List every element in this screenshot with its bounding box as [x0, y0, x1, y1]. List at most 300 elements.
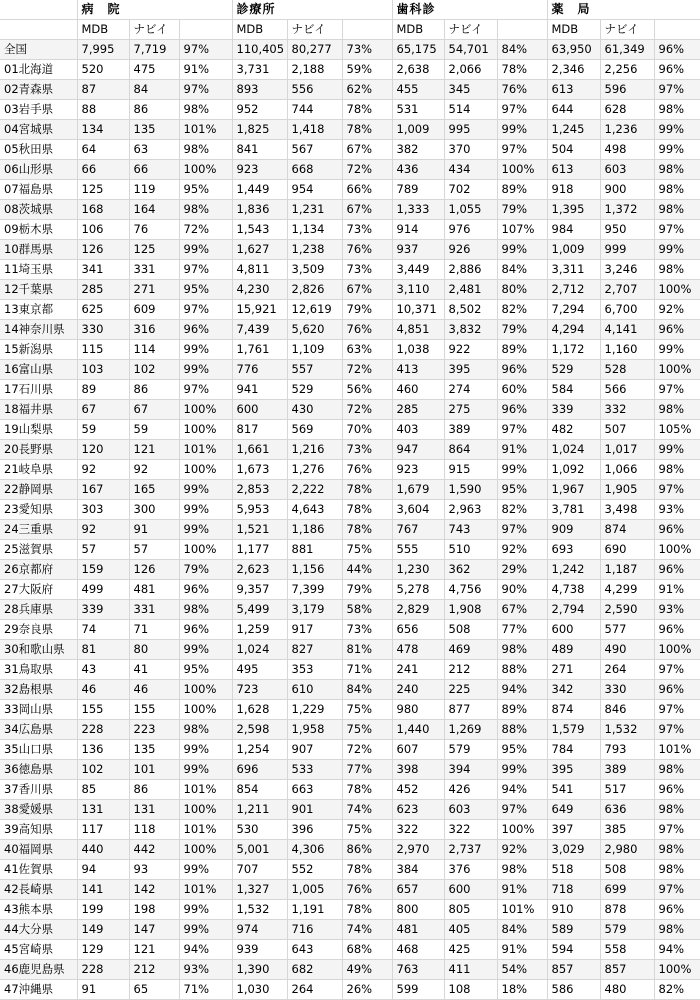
- prefecture-name: 33岡山県: [0, 700, 77, 720]
- navi-count: 533: [287, 760, 342, 780]
- navi-count: 1,418: [287, 120, 342, 140]
- mdb-count: 1,177: [232, 540, 287, 560]
- mdb-count: 4,294: [547, 320, 600, 340]
- table-row: [0, 400, 700, 420]
- coverage-ratio: 76%: [342, 240, 392, 260]
- coverage-ratio: 98%: [654, 760, 700, 780]
- table-row: [0, 100, 700, 120]
- prefecture-name: 34広島県: [0, 720, 77, 740]
- mdb-count: 87: [77, 80, 129, 100]
- coverage-ratio: 73%: [342, 260, 392, 280]
- mdb-count: 5,001: [232, 840, 287, 860]
- coverage-ratio: 76%: [342, 320, 392, 340]
- prefecture-name: 全国: [0, 40, 77, 60]
- coverage-ratio: 76%: [342, 460, 392, 480]
- table-row: [0, 200, 700, 220]
- table-row: [0, 180, 700, 200]
- coverage-ratio: 100%: [654, 360, 700, 380]
- coverage-ratio: 97%: [654, 880, 700, 900]
- group-dental: 歯科診: [392, 0, 547, 20]
- mdb-count: 339: [547, 400, 600, 420]
- prefecture-name: 23愛知県: [0, 500, 77, 520]
- group-clinic: 診療所: [232, 0, 392, 20]
- coverage-ratio: 98%: [654, 160, 700, 180]
- table-row: [0, 880, 700, 900]
- prefecture-name: 35山口県: [0, 740, 77, 760]
- mdb-count: 1,242: [547, 560, 600, 580]
- mdb-count: 5,499: [232, 600, 287, 620]
- mdb-count: 240: [392, 680, 444, 700]
- navi-count: 264: [287, 980, 342, 1000]
- coverage-ratio: 78%: [342, 860, 392, 880]
- mdb-count: 136: [77, 740, 129, 760]
- table-row: [0, 560, 700, 580]
- mdb-count: 657: [392, 880, 444, 900]
- mdb-count: 1,333: [392, 200, 444, 220]
- mdb-count: 455: [392, 80, 444, 100]
- mdb-count: 613: [547, 80, 600, 100]
- mdb-count: 452: [392, 780, 444, 800]
- navi-count: 744: [287, 100, 342, 120]
- navi-count: 907: [287, 740, 342, 760]
- mdb-count: 1,579: [547, 720, 600, 740]
- mdb-count: 984: [547, 220, 600, 240]
- coverage-ratio: 92%: [654, 300, 700, 320]
- mdb-count: 789: [392, 180, 444, 200]
- prefecture-name: 40福岡県: [0, 840, 77, 860]
- navi-count: 508: [600, 860, 654, 880]
- navi-count: 1,160: [600, 340, 654, 360]
- navi-count: 61,349: [600, 40, 654, 60]
- mdb-count: 718: [547, 880, 600, 900]
- table-row: [0, 720, 700, 740]
- navi-count: 475: [129, 60, 179, 80]
- mdb-count: 555: [392, 540, 444, 560]
- navi-count: 3,246: [600, 260, 654, 280]
- coverage-ratio: 100%: [497, 160, 547, 180]
- coverage-ratio: 100%: [654, 280, 700, 300]
- navi-count: 917: [287, 620, 342, 640]
- mdb-count: 228: [77, 720, 129, 740]
- table-row: [0, 480, 700, 500]
- coverage-ratio: 98%: [179, 600, 232, 620]
- coverage-ratio: 91%: [497, 440, 547, 460]
- navi-count: 508: [444, 620, 497, 640]
- navi-count: 915: [444, 460, 497, 480]
- table-row: [0, 120, 700, 140]
- navi-count: 165: [129, 480, 179, 500]
- mdb-count: 168: [77, 200, 129, 220]
- mdb-count: 499: [77, 580, 129, 600]
- mdb-count: 2,638: [392, 60, 444, 80]
- navi-count: 405: [444, 920, 497, 940]
- mdb-count: 1,967: [547, 480, 600, 500]
- navi-count: 690: [600, 540, 654, 560]
- table-row: [0, 300, 700, 320]
- mdb-count: 589: [547, 920, 600, 940]
- navi-count: 4,643: [287, 500, 342, 520]
- mdb-count: 2,853: [232, 480, 287, 500]
- mdb-count: 330: [77, 320, 129, 340]
- navi-count: 389: [600, 760, 654, 780]
- mdb-count: 1,390: [232, 960, 287, 980]
- mdb-count: 529: [547, 360, 600, 380]
- coverage-ratio: 89%: [497, 700, 547, 720]
- mdb-count: 67: [77, 400, 129, 420]
- mdb-count: 89: [77, 380, 129, 400]
- mdb-count: 800: [392, 900, 444, 920]
- coverage-ratio: 99%: [654, 340, 700, 360]
- mdb-count: 285: [77, 280, 129, 300]
- mdb-count: 103: [77, 360, 129, 380]
- mdb-count: 1,030: [232, 980, 287, 1000]
- coverage-ratio: 97%: [654, 220, 700, 240]
- coverage-ratio: 100%: [497, 820, 547, 840]
- coverage-ratio: 95%: [497, 480, 547, 500]
- mdb-count: 384: [392, 860, 444, 880]
- navi-count: 345: [444, 80, 497, 100]
- navi-count: 682: [287, 960, 342, 980]
- navi-count: 331: [129, 260, 179, 280]
- mdb-count: 303: [77, 500, 129, 520]
- table-row: [0, 620, 700, 640]
- navi-count: 57: [129, 540, 179, 560]
- navi-count: 2,707: [600, 280, 654, 300]
- navi-count: 119: [129, 180, 179, 200]
- coverage-ratio: 79%: [342, 300, 392, 320]
- navi-count: 2,963: [444, 500, 497, 520]
- coverage-ratio: 95%: [179, 180, 232, 200]
- navi-count: 793: [600, 740, 654, 760]
- prefecture-name: 44大分県: [0, 920, 77, 940]
- table-row: [0, 700, 700, 720]
- navi-count: 514: [444, 100, 497, 120]
- prefecture-name: 08茨城県: [0, 200, 77, 220]
- coverage-ratio: 60%: [497, 380, 547, 400]
- navi-count: 322: [444, 820, 497, 840]
- mdb-count: 199: [77, 900, 129, 920]
- navi-count: 566: [600, 380, 654, 400]
- coverage-ratio: 100%: [654, 640, 700, 660]
- navi-count: 126: [129, 560, 179, 580]
- coverage-ratio: 99%: [497, 460, 547, 480]
- coverage-ratio: 94%: [654, 940, 700, 960]
- coverage-ratio: 89%: [497, 180, 547, 200]
- navi-count: 529: [287, 380, 342, 400]
- coverage-ratio: 99%: [497, 760, 547, 780]
- coverage-ratio: 99%: [179, 520, 232, 540]
- mdb-count: 94: [77, 860, 129, 880]
- navi-count: 668: [287, 160, 342, 180]
- navi-count: 101: [129, 760, 179, 780]
- mdb-count: 763: [392, 960, 444, 980]
- table-row: [0, 360, 700, 380]
- mdb-count: 857: [547, 960, 600, 980]
- coverage-ratio: 92%: [497, 540, 547, 560]
- navi-count: 716: [287, 920, 342, 940]
- coverage-ratio: 95%: [497, 740, 547, 760]
- navi-count: 63: [129, 140, 179, 160]
- coverage-ratio: 98%: [654, 460, 700, 480]
- coverage-ratio: 98%: [654, 860, 700, 880]
- navi-count: 6,700: [600, 300, 654, 320]
- mdb-count: 5,953: [232, 500, 287, 520]
- navi-count: 954: [287, 180, 342, 200]
- navi-count: 1,055: [444, 200, 497, 220]
- mdb-count: 2,970: [392, 840, 444, 860]
- mdb-count: 584: [547, 380, 600, 400]
- navi-count: 59: [129, 420, 179, 440]
- mdb-count: 980: [392, 700, 444, 720]
- coverage-ratio: 100%: [179, 400, 232, 420]
- coverage-ratio: 96%: [179, 320, 232, 340]
- mdb-count: 167: [77, 480, 129, 500]
- coverage-ratio: 73%: [342, 440, 392, 460]
- coverage-ratio: 77%: [497, 620, 547, 640]
- coverage-ratio: 97%: [654, 700, 700, 720]
- prefecture-name: 24三重県: [0, 520, 77, 540]
- navi-count: 330: [600, 680, 654, 700]
- mdb-count: 923: [392, 460, 444, 480]
- coverage-ratio: 78%: [342, 780, 392, 800]
- mdb-count: 241: [392, 660, 444, 680]
- table-row: [0, 540, 700, 560]
- navi-count: 389: [444, 420, 497, 440]
- navi-count: 603: [444, 800, 497, 820]
- subheader-ratio: [654, 20, 700, 40]
- mdb-count: 1,230: [392, 560, 444, 580]
- coverage-ratio: 81%: [342, 640, 392, 660]
- subheader-mdb: MDB: [547, 20, 600, 40]
- navi-count: 41: [129, 660, 179, 680]
- coverage-ratio: 99%: [654, 120, 700, 140]
- coverage-ratio: 97%: [179, 260, 232, 280]
- mdb-count: 586: [547, 980, 600, 1000]
- navi-count: 114: [129, 340, 179, 360]
- mdb-count: 1,259: [232, 620, 287, 640]
- coverage-ratio: 71%: [179, 980, 232, 1000]
- coverage-ratio: 72%: [179, 220, 232, 240]
- prefecture-name: 19山梨県: [0, 420, 77, 440]
- coverage-ratio: 90%: [497, 580, 547, 600]
- mdb-count: 4,851: [392, 320, 444, 340]
- coverage-ratio: 99%: [179, 920, 232, 940]
- navi-count: 46: [129, 680, 179, 700]
- coverage-ratio: 100%: [179, 680, 232, 700]
- mdb-count: 1,661: [232, 440, 287, 460]
- navi-count: 628: [600, 100, 654, 120]
- mdb-count: 482: [547, 420, 600, 440]
- navi-count: 86: [129, 380, 179, 400]
- coverage-ratio: 78%: [342, 120, 392, 140]
- navi-count: 1,017: [600, 440, 654, 460]
- mdb-count: 1,395: [547, 200, 600, 220]
- table-row: [0, 760, 700, 780]
- navi-count: 425: [444, 940, 497, 960]
- table-row: [0, 800, 700, 820]
- navi-count: 4,141: [600, 320, 654, 340]
- coverage-ratio: 99%: [179, 360, 232, 380]
- coverage-ratio: 96%: [654, 520, 700, 540]
- table-row: [0, 640, 700, 660]
- navi-count: 517: [600, 780, 654, 800]
- mdb-count: 285: [392, 400, 444, 420]
- mdb-count: 3,311: [547, 260, 600, 280]
- prefecture-name: 20長野県: [0, 440, 77, 460]
- coverage-ratio: 98%: [179, 100, 232, 120]
- mdb-count: 478: [392, 640, 444, 660]
- coverage-ratio: 93%: [654, 600, 700, 620]
- coverage-ratio: 101%: [497, 900, 547, 920]
- mdb-count: 120: [77, 440, 129, 460]
- mdb-count: 2,712: [547, 280, 600, 300]
- navi-count: 3,832: [444, 320, 497, 340]
- mdb-count: 460: [392, 380, 444, 400]
- coverage-ratio: 79%: [497, 320, 547, 340]
- table-row: [0, 340, 700, 360]
- mdb-count: 2,346: [547, 60, 600, 80]
- mdb-count: 1,627: [232, 240, 287, 260]
- coverage-ratio: 99%: [179, 500, 232, 520]
- mdb-count: 88: [77, 100, 129, 120]
- prefecture-name: 41佐賀県: [0, 860, 77, 880]
- mdb-count: 893: [232, 80, 287, 100]
- mdb-count: 707: [232, 860, 287, 880]
- mdb-count: 874: [547, 700, 600, 720]
- navi-count: 91: [129, 520, 179, 540]
- coverage-ratio: 78%: [497, 60, 547, 80]
- mdb-count: 3,731: [232, 60, 287, 80]
- table-row: [0, 60, 700, 80]
- coverage-ratio: 97%: [179, 40, 232, 60]
- navi-count: 480: [600, 980, 654, 1000]
- coverage-ratio: 100%: [179, 700, 232, 720]
- navi-count: 300: [129, 500, 179, 520]
- navi-count: 1,187: [600, 560, 654, 580]
- mdb-count: 2,598: [232, 720, 287, 740]
- mdb-count: 600: [547, 620, 600, 640]
- navi-count: 316: [129, 320, 179, 340]
- navi-count: 370: [444, 140, 497, 160]
- mdb-count: 7,294: [547, 300, 600, 320]
- mdb-count: 46: [77, 680, 129, 700]
- mdb-count: 531: [392, 100, 444, 120]
- navi-count: 636: [600, 800, 654, 820]
- table-row: [0, 140, 700, 160]
- coverage-ratio: 99%: [654, 440, 700, 460]
- navi-count: 1,191: [287, 900, 342, 920]
- mdb-count: 85: [77, 780, 129, 800]
- coverage-ratio: 97%: [654, 80, 700, 100]
- subheader-ratio: [179, 20, 232, 40]
- prefecture-name: 17石川県: [0, 380, 77, 400]
- coverage-ratio: 98%: [654, 200, 700, 220]
- coverage-ratio: 99%: [497, 120, 547, 140]
- navi-count: 108: [444, 980, 497, 1000]
- navi-count: 430: [287, 400, 342, 420]
- navi-count: 275: [444, 400, 497, 420]
- navi-count: 394: [444, 760, 497, 780]
- mdb-count: 64: [77, 140, 129, 160]
- navi-count: 3,179: [287, 600, 342, 620]
- coverage-ratio: 98%: [654, 260, 700, 280]
- coverage-ratio: 63%: [342, 340, 392, 360]
- coverage-ratio: 100%: [654, 540, 700, 560]
- table-row: [0, 960, 700, 980]
- mdb-count: 520: [77, 60, 129, 80]
- mdb-count: 1,543: [232, 220, 287, 240]
- mdb-count: 339: [77, 600, 129, 620]
- mdb-count: 952: [232, 100, 287, 120]
- prefecture-name: 05秋田県: [0, 140, 77, 160]
- coverage-ratio: 67%: [497, 600, 547, 620]
- coverage-ratio: 75%: [342, 700, 392, 720]
- coverage-ratio: 96%: [654, 780, 700, 800]
- navi-count: 396: [287, 820, 342, 840]
- mdb-count: 131: [77, 800, 129, 820]
- navi-count: 225: [444, 680, 497, 700]
- subheader-navi: ナビイ: [444, 20, 497, 40]
- navi-count: 155: [129, 700, 179, 720]
- coverage-ratio: 99%: [179, 480, 232, 500]
- coverage-ratio: 66%: [342, 180, 392, 200]
- navi-count: 702: [444, 180, 497, 200]
- coverage-ratio: 67%: [342, 140, 392, 160]
- coverage-ratio: 97%: [654, 380, 700, 400]
- table-row: [0, 600, 700, 620]
- mdb-count: 1,009: [392, 120, 444, 140]
- coverage-ratio: 99%: [654, 240, 700, 260]
- mdb-count: 3,781: [547, 500, 600, 520]
- coverage-ratio: 99%: [179, 760, 232, 780]
- mdb-count: 613: [547, 160, 600, 180]
- navi-count: 857: [600, 960, 654, 980]
- coverage-ratio: 97%: [179, 80, 232, 100]
- mdb-count: 1,092: [547, 460, 600, 480]
- coverage-ratio: 98%: [497, 860, 547, 880]
- mdb-count: 436: [392, 160, 444, 180]
- coverage-ratio: 97%: [497, 420, 547, 440]
- navi-count: 131: [129, 800, 179, 820]
- coverage-ratio: 101%: [179, 780, 232, 800]
- mdb-count: 2,829: [392, 600, 444, 620]
- coverage-ratio: 96%: [497, 400, 547, 420]
- mdb-count: 1,024: [547, 440, 600, 460]
- coverage-ratio: 80%: [497, 280, 547, 300]
- prefecture-name: 28兵庫県: [0, 600, 77, 620]
- mdb-count: 1,440: [392, 720, 444, 740]
- mdb-count: 923: [232, 160, 287, 180]
- navi-count: 481: [129, 580, 179, 600]
- mdb-count: 468: [392, 940, 444, 960]
- navi-count: 376: [444, 860, 497, 880]
- mdb-count: 2,794: [547, 600, 600, 620]
- prefecture-name: 36徳島県: [0, 760, 77, 780]
- navi-count: 332: [600, 400, 654, 420]
- mdb-count: 481: [392, 920, 444, 940]
- mdb-count: 937: [392, 240, 444, 260]
- coverage-ratio: 94%: [497, 780, 547, 800]
- coverage-ratio: 100%: [179, 420, 232, 440]
- group-pharmacy: 薬 局: [547, 0, 700, 20]
- navi-count: 385: [600, 820, 654, 840]
- coverage-ratio: 99%: [179, 340, 232, 360]
- corner-cell: [0, 20, 77, 40]
- mdb-count: 228: [77, 960, 129, 980]
- mdb-count: 110,405: [232, 40, 287, 60]
- mdb-count: 2,623: [232, 560, 287, 580]
- table-row: [0, 520, 700, 540]
